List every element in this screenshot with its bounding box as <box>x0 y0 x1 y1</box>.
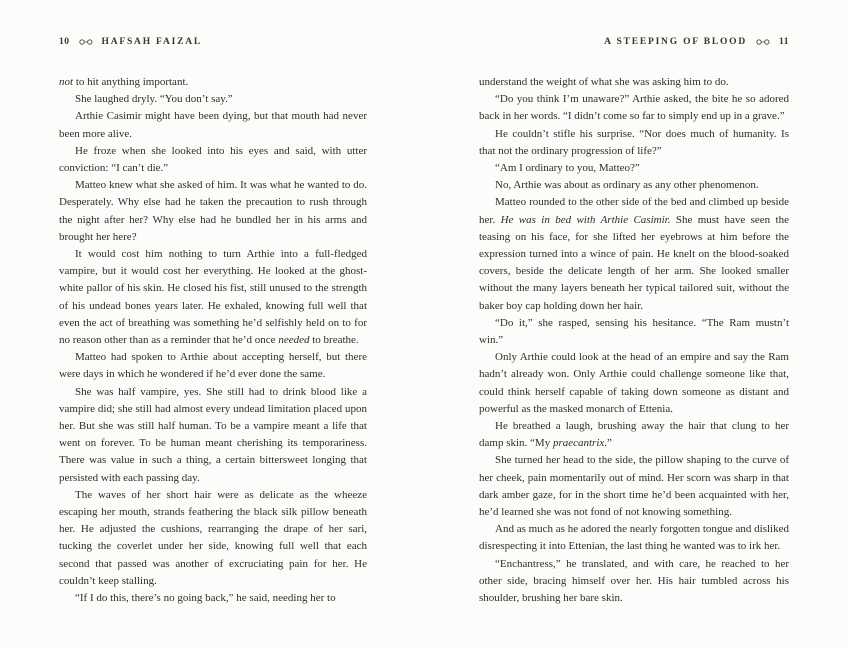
page-number-left: 10 <box>59 37 70 47</box>
double-spiral-fleuron-icon <box>77 38 95 46</box>
body-paragraph: Arthie Casimir might have been dying, but that mouth had never been more alive. <box>59 110 367 140</box>
running-head-right <box>479 37 789 47</box>
body-paragraph: “Do it,” she rasped, sensing his hesitance. “The Ram mustn’t win.” <box>479 316 789 347</box>
body-paragraph: Matteo had spoken to Arthie about accepting herself, but there were days in which he wondered if he’d ever done the same. <box>59 351 367 381</box>
body-paragraph: “If I do this, there’s no going back,” he said, needing her to <box>75 592 336 605</box>
body-paragraph: “Am I ordinary to you, Matteo?” <box>495 162 640 175</box>
body-paragraph: She turned her head to the side, the pillow shaping to the curve of her cheek, pain momentarily out of mind. Her scorn was sharp in that dark amber gaze, for in the short time he’d been acquainted with her, he’d learned she was not fond of not knowing something. <box>479 454 789 519</box>
page-left <box>59 0 367 648</box>
page-body-left <box>59 74 367 607</box>
body-paragraph: The waves of her short hair were as delicate as the wheeze escaping her mouth, strands feathering the black silk pillow beneath her. He adjusted the cushions, rearranging the drape of her sari, tucking the coverlet under her side, knowing full well that each second that passed was another of excruciating pain for her. He couldn’t keep stalling. <box>59 488 367 587</box>
running-head-left <box>59 37 367 47</box>
page-body-right <box>479 74 789 607</box>
body-paragraph: “Enchantress,” he translated, and with care, he reached to her other side, bracing himself over her. His hair tumbled across his shoulder, brushing her bare skin. <box>479 557 789 605</box>
body-paragraph: It would cost him nothing to turn Arthie into a full-fledged vampire, but it would cost her everything. He looked at the ghost-white pallor of his skin. He closed his fist, still unused to the strength of his undead bones years later. He exhaled, knowing full well that even the act of breathing was something he’d selfishly held on to for no reason other than as a reminder that he’d once needed to breathe. <box>59 248 367 347</box>
body-paragraph: No, Arthie was about as ordinary as any other phenomenon. <box>495 179 759 192</box>
body-paragraph: Matteo rounded to the other side of the bed and climbed up beside her. He was in bed with Arthie Casimir. She must have seen the teasing on his face, for she lifted her eyebrows at him before the expression turned into a wince of pain. He knelt on the blood-soaked covers, beside the delicate length of her arm. She looked smaller without the many layers beneath her typical tailored suit, without the baker boy cap holding down her hair. <box>479 196 789 312</box>
body-paragraph: She was half vampire, yes. She still had to drink blood like a vampire did; she still had almost every undead limitation placed upon her. But she was still half human. To be a vampire meant a life that went on forever. To be human meant cherishing its temporariness. There was value in such a thing, a certain bittersweet longing that persisted with each passing day. <box>59 385 367 484</box>
title-running-head: A STEEPING OF BLOOD <box>604 37 748 47</box>
body-paragraph: Matteo knew what she asked of him. It was what he wanted to do. Desperately. Why else had he taken the precaution to rush through the night after her? Why else had he bundled her in his arms and brought her here? <box>59 179 367 243</box>
page-number-right: 11 <box>779 37 789 47</box>
body-paragraph: And as much as he adored the nearly forgotten tongue and disliked disrespecting it into Ettenian, the last thing he wanted was to irk her. <box>479 523 789 553</box>
page-right <box>479 0 789 648</box>
body-paragraph: “Do you think I’m unaware?” Arthie asked, the bite he so adored back in her words. “I didn’t come so far to simply end up in a grave.” <box>479 93 789 123</box>
author-running-head: HAFSAH FAIZAL <box>101 37 203 47</box>
body-paragraph: She laughed dryly. “You don’t say.” <box>75 93 233 106</box>
body-paragraph: He couldn’t stifle his surprise. “Nor does much of humanity. Is that not the ordinary progression of life?” <box>479 127 789 157</box>
body-paragraph: not to hit anything important. <box>59 76 189 88</box>
double-spiral-fleuron-icon <box>754 38 772 46</box>
body-paragraph: Only Arthie could look at the head of an empire and say the Ram hadn’t already won. Only Arthie could challenge someone like that, could think herself capable of taking down someone as distant and powerful as the masked monarch of Ettenia. <box>479 351 789 415</box>
body-paragraph: He breathed a laugh, brushing away the hair that clung to her damp skin. “My praecantrix.” <box>479 420 789 450</box>
body-paragraph: understand the weight of what she was asking him to do. <box>479 76 729 88</box>
body-paragraph: He froze when she looked into his eyes and said, with utter conviction: “I can’t die.” <box>59 144 367 175</box>
